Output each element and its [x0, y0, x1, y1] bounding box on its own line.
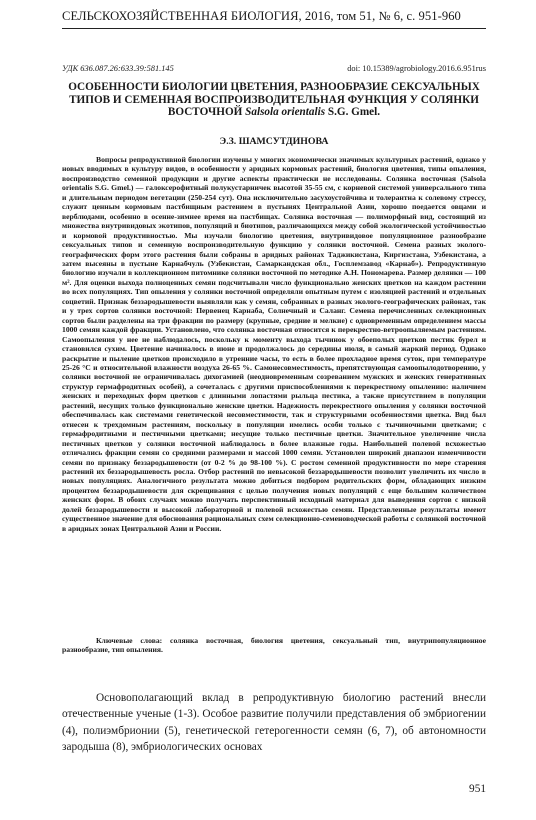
title-species-author: S.G. Gmel.	[327, 106, 381, 118]
header-rule	[62, 28, 486, 29]
author-name: Э.З. ШАМСУТДИНОВА	[219, 136, 329, 147]
title-species: Salsola orientalis	[245, 106, 326, 118]
udc-code: УДК 636.087.26:633.39:581.145	[62, 64, 174, 73]
doi-link[interactable]: doi: 10.15389/agrobiology.2016.6.951rus	[347, 64, 486, 73]
body-paragraph: Основополагающий вклад в репродуктивную биологию растений внесли отечественные ученые (1-3). Особое развитие получили представления об эмбриогении (4), полиэмбрионии (5), генетической гетерогенности семян (6, 7), об автономности зародыша (8), эмбриологических основах	[62, 692, 486, 753]
abstract: Вопросы репродуктивной биологии изучены у многих экономически значимых культурных растений, однако у новых вводимых в культуру видов, в особенности у аридных кормовых растений, биология цветения, типы опыления, воспроизводство семенной продукции и другие аспекты практически не исследованы. Солянка восточная (Salsola orientalis S.G. Gmel.) — галоксерофитный полукустарничек высотой 35-55 см, с корневой системой универсального типа и длительным периодом вегетации (250-254 сут). Она исключительно засухоустойчива и толерантна к солевому стрессу, служит ценным кормовым пастбищным растением в пустынях Центральной Азии, хорошо поедается овцами и верблюдами, особенно в осенне-зимнее время на пастбищах. Солянка восточная — полиморфный вид, состоящий из множества внутривидовых экотипов, популяций и биотипов, различающихся между собой экологической устойчивостью и кормовой продуктивностью. Мы изучали биологию цветения, внутривидовое популяционное разнообразие сексуальных типов и семенную воспроизводительную функцию у солянки восточной. Семена разных эколого-географических форм этого растения были собраны в аридных районах Таджикистана, Киргизстана, Узбекистана, а затем высеяны в пустыне Карнабчуль (Узбекистан, Самаркандская обл., Госплемзавод «Карнаб»). Репродуктивную биологию изучали в коллекционном питомнике солянки восточной по методике А.Н. Пономарева. Размер делянки — 100 м². Для оценки выхода полноценных семян подсчитывали число функционально женских цветков на каждом растении во всех популяциях. Тип опыления у солянки восточной определяли опытным путем с изоляцией растений и отдельных соцветий. Признак беззародышевости выявляли как у семян, собранных в разных эколого-географических районах, так и у трех сортов солянки восточной: Первенец Карнаба, Солнечный и Саланг. Семена перечисленных селекционных сортов были разделены на три фракции по размеру (крупные, средние и мелкие) с одновременным определением массы 1000 семян каждой фракции. Установлено, что солянка восточная относится к перекрестно-ветроопыляемым растениям. Самоопыления у нее не наблюдалось, поскольку к моменту выхода тычинок у обоеполых цветков пестик бурел и становился сухим. Цветение начиналось в июне и продолжалось до середины июля, в самый жаркий период. Одиако раскрытие и пыление цветков происходило в утренние часы, то есть в более прохладное время суток, при температуре 25-26 °С и относительной влажности воздуха 26-65 %. Самонесовместимость, препятствующая самоопылодотворению, у солянки восточной не ограничивалась дихогамией (неодновременным созреванием мужских и женских генеративных структур гермафродитных особей), а сочеталась с другими приспособлениями к перекрестному опылению: наличием женских и переходных форм цветков с длинными лопастями рыльца пестика, а также присутствием в популяции растений, несущих только функционально женские цветки. Надежность перекрестного опыления у солянки восточной обеспечивалась как системами генетической несовместимости, так и структурными особенностями цветка. Вид был отнесен к трехдомным растениям, поскольку в популяции имелись особи только с тычиночными цветками; с гермафродитными и пестичными цветками; несущие только пестичные цветки. Значительное увеличение числа пестичных цветков у солянки восточной наблюдалось в более влажные годы. Наибольшей полевой всхожестью отличались фракции семян со средними размерами и массой 1000 семян. Установлен широкий диапазон изменчивости семян по признаку беззародышевости (от 0-2 % до 98-100 %). С ростом семенной продуктивности по мере старения растений их беззародышевость росла. Отбор растений по невысокой беззародышевости позволит увеличить их число в новых популяциях. Аналогичного результата можно добиться подбором родительских форм, обладающих низким процентом беззародышевости для скрещивания с целью получения новых популяций с еще большим количеством женских форм. В обоих случаях можно получать перспективный исходный материал для выведения сортов с низкой долей беззародышевости и высокой лабораторной и полевой всхожестью семян. Представленные результаты имеют существенное значение для обоснования рациональных схем селекционно-семеноводческой работы с солянкой восточной в аридных зонах Центральной Азии и России.	[62, 155, 486, 533]
journal-page	[62, 0, 486, 820]
page-number: 951	[469, 783, 486, 795]
article-title	[62, 81, 486, 119]
keywords: Ключевые слова: солянка восточная, биология цветения, сексуальный тип, внутрипопуляционное разнообразие, тип опыления.	[62, 636, 486, 655]
title-main: ОСОБЕННОСТИ БИОЛОГИИ ЦВЕТЕНИЯ, РАЗНООБРАЗИЕ СЕКСУАЛЬНЫХ ТИПОВ И СЕМЕННАЯ ВОСПРОИЗВОДИТЕЛЬНАЯ ФУНКЦИЯ У СОЛЯНКИ ВОСТОЧНОЙ	[68, 81, 480, 118]
journal-header: СЕЛЬСКОХОЗЯЙСТВЕННАЯ БИОЛОГИЯ, 2016, том 51, № 6, с. 951-960	[62, 9, 461, 23]
